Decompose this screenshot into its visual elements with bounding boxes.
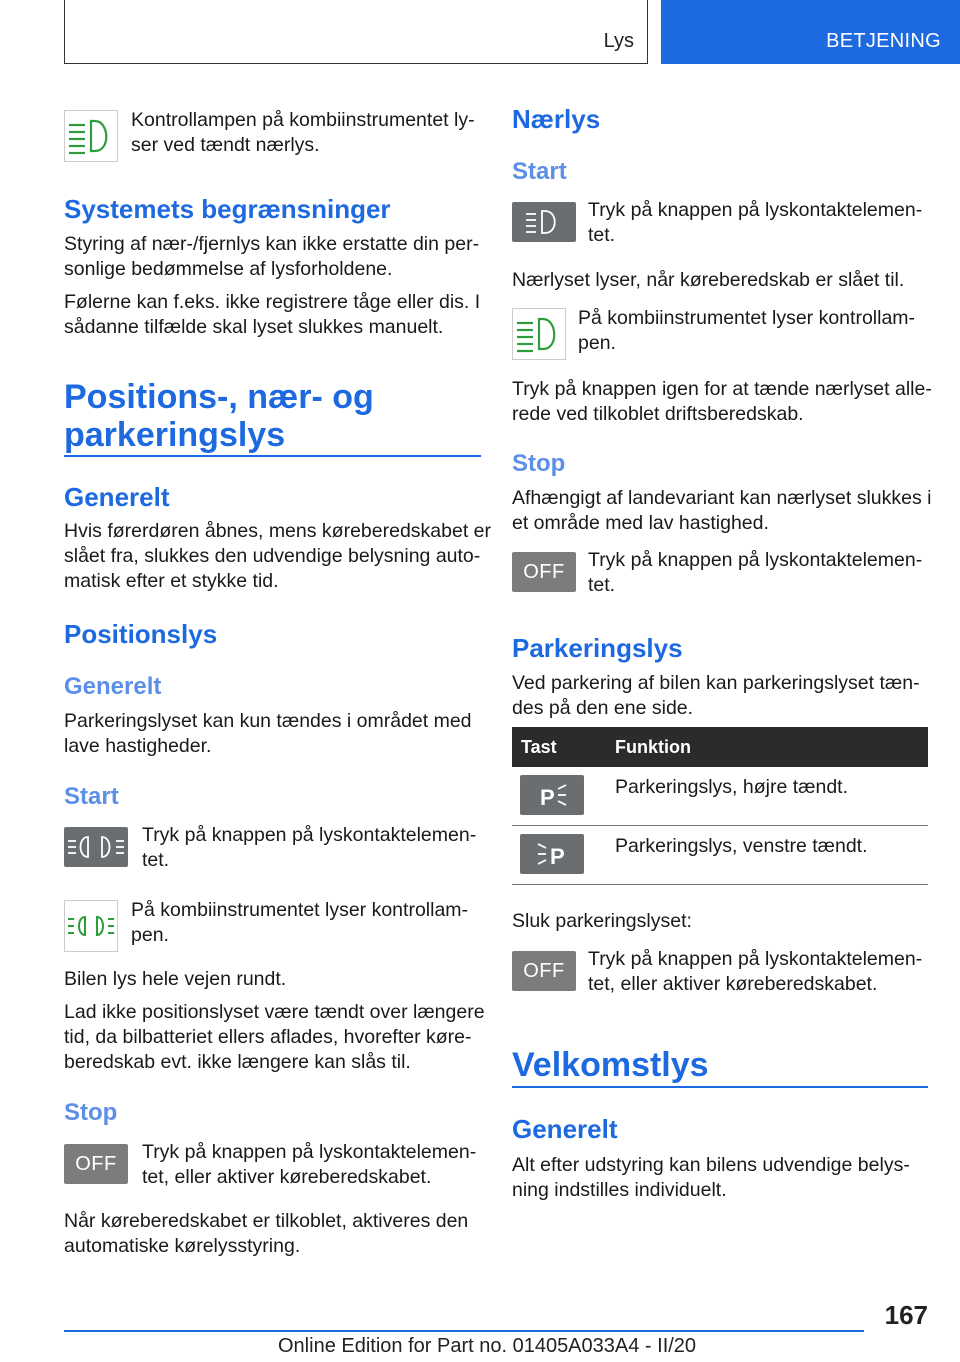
position-light-button-icon <box>64 827 128 867</box>
footer-rule <box>64 1330 864 1332</box>
parking-text: Ved parkering af bilen kan parkeringslyset tæn- des på den ene side. <box>512 672 920 719</box>
table-header-key: Tast <box>521 737 557 757</box>
heading-low-beam-stop: Stop <box>512 450 566 477</box>
off-button-icon-3: OFF <box>512 951 576 991</box>
welcome-heading-rule <box>512 1086 928 1088</box>
off-button-icon-2: OFF <box>512 552 576 592</box>
parking-off-text: Sluk parkeringslyset: <box>512 910 692 932</box>
low-beam-indicator-text-2: På kombiinstrumentet lyser kontrollam- pen. <box>578 307 916 354</box>
svg-text:P: P <box>540 785 555 810</box>
heading-rule <box>64 455 481 457</box>
heading-general: Generelt <box>64 482 170 512</box>
position-indicator-text: På kombiinstrumentet lyser kontrollam- pen. <box>131 899 469 946</box>
limits-text-2: Følerne kan f.eks. ikke registrere tåge eller dis. I sådanne tilfælde skal lyset slukkes manuelt. <box>64 291 481 338</box>
low-beam-indicator-text: Kontrollampen på kombiinstrumentet ly- ser ved tændt nærlys. <box>131 109 475 156</box>
position-all-around-text: Bilen lys hele vejen rundt. <box>64 968 287 990</box>
heading-welcome-lights: Velkomstlys <box>512 1046 709 1084</box>
table-row-right: Parkeringslys, højre tændt. <box>615 776 849 798</box>
heading-position-general: Generelt <box>64 673 162 700</box>
low-beam-stop-text-2: Tryk på knappen på lyskontaktelemen- tet. <box>588 549 923 596</box>
parking-light-left-icon <box>520 834 584 874</box>
table-row-divider <box>512 825 928 826</box>
position-warning-text: Lad ikke positionslyset være tændt over længere tid, da bilbatteriet ellers aflades, hvorefter køre- beredskab evt. ikke længere kan slås til. <box>64 1001 485 1073</box>
parking-off-text-2: Tryk på knappen på lyskontaktelemen- tet, eller aktiver køreberedskabet. <box>588 948 923 995</box>
welcome-text: Alt efter udstyring kan bilens udvendige belys- ning indstilles individuelt. <box>512 1154 910 1201</box>
heading-system-limits: Systemets begrænsninger <box>64 194 391 224</box>
low-beam-on-text: Nærlyset lyser, når køreberedskab er slået til. <box>512 269 905 291</box>
position-start-text: Tryk på knappen på lyskontaktelemen- tet. <box>142 824 477 871</box>
header-chapter-tab[interactable]: BETJENING <box>826 30 941 52</box>
heading-low-beam: Nærlys <box>512 104 601 134</box>
low-beam-again-text: Tryk på knappen igen for at tænde nærlyset alle- rede ved tilkoblet driftsberedskab. <box>512 378 932 425</box>
heading-low-beam-start: Start <box>512 158 567 185</box>
low-beam-button-icon <box>512 202 576 242</box>
low-beam-start-text: Tryk på knappen på lyskontaktelemen- tet. <box>588 199 923 246</box>
table-row-left: Parkeringslys, venstre tændt. <box>615 835 868 857</box>
off-button-icon: OFF <box>64 1144 128 1184</box>
heading-main-lights: Positions-, nær- og parkeringslys <box>64 378 374 454</box>
table-header <box>512 727 928 767</box>
position-auto-text: Når køreberedskabet er tilkoblet, aktiveres den automatiske kørelysstyring. <box>64 1210 469 1257</box>
position-stop-text: Tryk på knappen på lyskontaktelemen- tet, eller aktiver køreberedskabet. <box>142 1141 477 1188</box>
limits-text-1: Styring af nær-/fjernlys kan ikke erstatte din per- sonlige bedømmelse af lysforholdene. <box>64 233 480 280</box>
table-bottom-line <box>512 884 928 885</box>
position-light-indicator-icon <box>64 900 118 952</box>
svg-text:P: P <box>550 844 565 869</box>
heading-position-start: Start <box>64 783 119 810</box>
heading-parking-lights: Parkeringslys <box>512 633 683 663</box>
low-beam-indicator-icon-2 <box>512 308 566 360</box>
page-number: 167 <box>884 1300 928 1330</box>
parking-light-right-icon <box>520 775 584 815</box>
heading-position-stop: Stop <box>64 1099 118 1126</box>
heading-position-lights: Positionslys <box>64 619 218 649</box>
header-section-title: Lys <box>603 30 634 52</box>
general-text: Hvis førerdøren åbnes, mens køreberedskabet er slået fra, slukkes den udvendige belysning auto- matisk efter et stykke tid. <box>64 520 492 592</box>
position-general-text: Parkeringslyset kan kun tændes i området med lave hastigheder. <box>64 710 472 757</box>
low-beam-stop-text-1: Afhængigt af landevariant kan nærlyset slukkes i et område med lav hastighed. <box>512 487 932 534</box>
low-beam-indicator-icon <box>64 110 118 162</box>
heading-welcome-general: Generelt <box>512 1114 618 1144</box>
header-left-box <box>64 0 648 64</box>
table-header-function: Funktion <box>615 737 691 757</box>
footer-edition: Online Edition for Part no. 01405A033A4 - II/20 <box>278 1335 697 1357</box>
